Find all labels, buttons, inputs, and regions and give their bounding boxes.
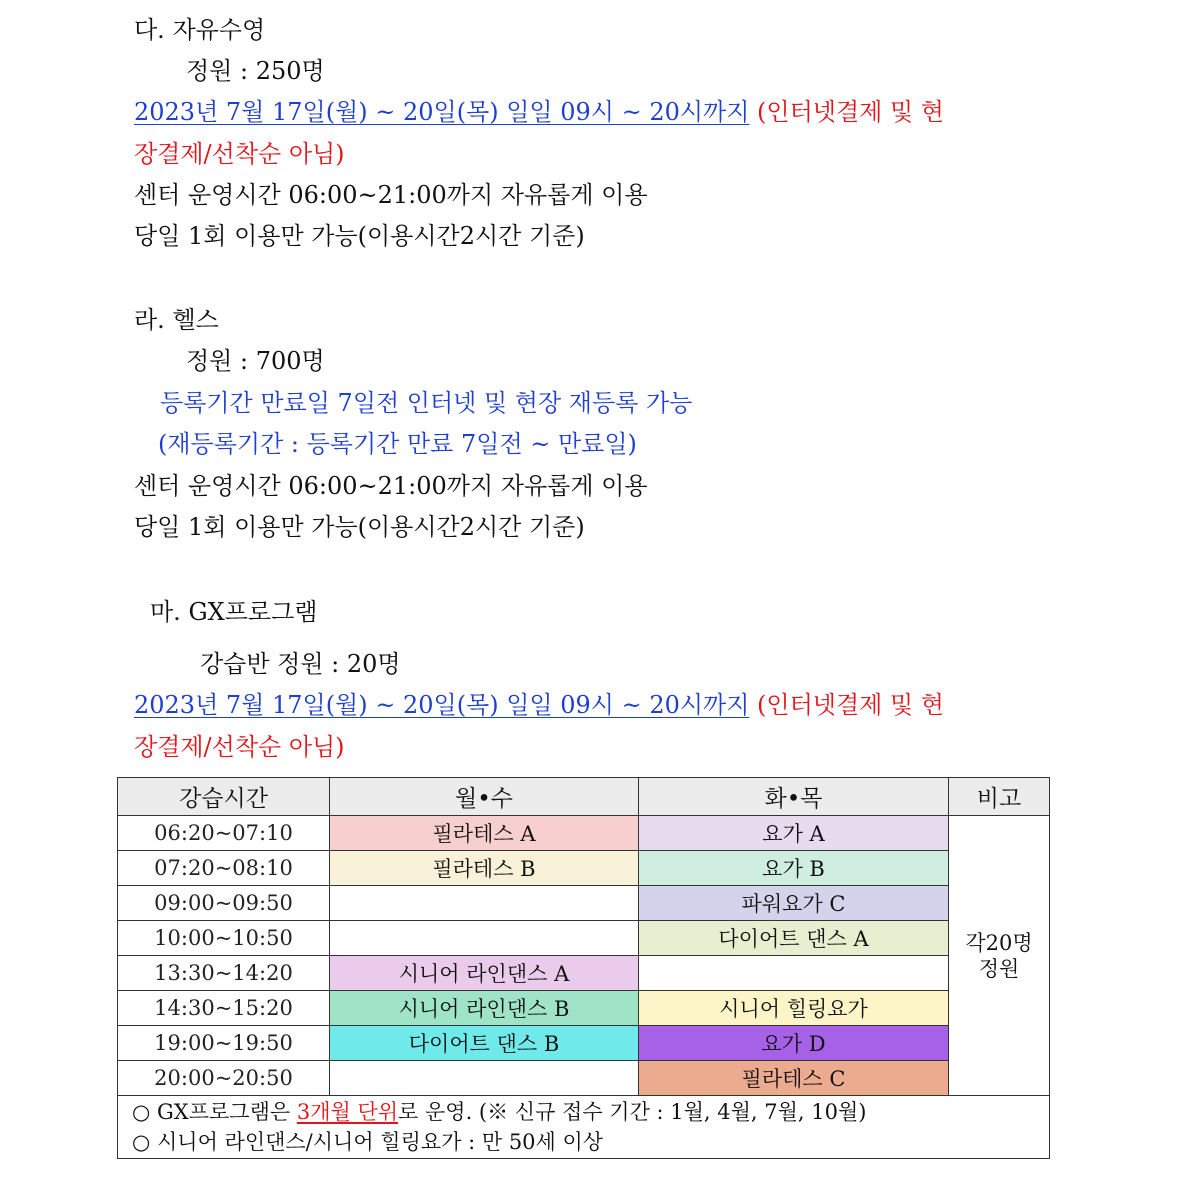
gx-period-line <box>134 689 944 721</box>
gx-period: 2023년 7월 17일(월) ~ 20일(목) 일일 09시 ~ 20시까지 <box>134 691 750 719</box>
swim-limit: 당일 1회 이용만 가능(이용시간2시간 기준) <box>134 222 585 250</box>
class-cell: 요가 A <box>639 816 949 851</box>
table-row <box>118 991 1050 1026</box>
class-cell <box>330 1061 639 1096</box>
swim-payment-note: (인터넷결제 및 현 <box>749 98 944 126</box>
time-cell: 14:30~15:20 <box>118 991 330 1026</box>
gx-heading: 마. GX프로그램 <box>150 598 318 626</box>
footnote-text: 로 운영. (※ 신규 접수 기간 : 1월, 4월, 7월, 10월) <box>398 1100 867 1124</box>
class-cell: 필라테스 A <box>330 816 639 851</box>
class-cell: 시니어 라인댄스 A <box>330 956 639 991</box>
class-cell: 필라테스 C <box>639 1061 949 1096</box>
table-footer-row <box>118 1096 1050 1159</box>
health-renew-period: (재등록기간 : 등록기간 만료 7일전 ~ 만료일) <box>158 430 637 458</box>
time-cell: 19:00~19:50 <box>118 1026 330 1061</box>
gx-payment-note: (인터넷결제 및 현 <box>749 691 944 719</box>
footnote-senior-age: ○ 시니어 라인댄스/시니어 힐링요가 : 만 50세 이상 <box>132 1130 604 1154</box>
note-line: 각20명 <box>965 930 1033 955</box>
class-cell: 시니어 라인댄스 B <box>330 991 639 1026</box>
note-line: 정원 <box>978 956 1020 981</box>
gx-schedule-table <box>117 777 1050 1159</box>
class-cell: 요가 B <box>639 851 949 886</box>
gx-payment-note-cont: 장결제/선착순 아님) <box>134 733 345 761</box>
health-heading: 라. 헬스 <box>134 306 219 334</box>
table-row <box>118 816 1050 851</box>
table-footnotes <box>118 1096 1050 1159</box>
swim-period: 2023년 7월 17일(월) ~ 20일(목) 일일 09시 ~ 20시까지 <box>134 98 750 126</box>
header-tue-thu: 화•목 <box>639 778 949 816</box>
health-capacity: 정원 : 700명 <box>186 347 325 375</box>
health-limit: 당일 1회 이용만 가능(이용시간2시간 기준) <box>134 513 585 541</box>
class-cell: 다이어트 댄스 A <box>639 921 949 956</box>
time-cell: 13:30~14:20 <box>118 956 330 991</box>
footnote-highlight: 3개월 단위 <box>296 1100 399 1124</box>
time-cell: 10:00~10:50 <box>118 921 330 956</box>
health-hours: 센터 운영시간 06:00~21:00까지 자유롭게 이용 <box>134 472 648 500</box>
note-cell <box>949 816 1050 1096</box>
time-cell: 09:00~09:50 <box>118 886 330 921</box>
time-cell: 06:20~07:10 <box>118 816 330 851</box>
header-mon-wed: 월•수 <box>330 778 639 816</box>
header-note: 비고 <box>949 778 1050 816</box>
class-cell: 다이어트 댄스 B <box>330 1026 639 1061</box>
footnote-text: ○ GX프로그램은 <box>132 1100 297 1124</box>
time-cell: 20:00~20:50 <box>118 1061 330 1096</box>
swim-period-line <box>134 96 944 128</box>
swim-capacity: 정원 : 250명 <box>186 57 325 85</box>
gx-capacity: 강습반 정원 : 20명 <box>200 650 401 678</box>
table-row <box>118 956 1050 991</box>
swim-heading: 다. 자유수영 <box>134 16 266 44</box>
table-row <box>118 1026 1050 1061</box>
class-cell <box>330 886 639 921</box>
table-row <box>118 1061 1050 1096</box>
class-cell: 필라테스 B <box>330 851 639 886</box>
health-renew: 등록기간 만료일 7일전 인터넷 및 현장 재등록 가능 <box>160 389 693 417</box>
class-cell <box>330 921 639 956</box>
footnote-gx-term <box>132 1097 1049 1127</box>
class-cell: 시니어 힐링요가 <box>639 991 949 1026</box>
swim-payment-note-cont: 장결제/선착순 아님) <box>134 140 345 168</box>
class-cell: 요가 D <box>639 1026 949 1061</box>
table-row <box>118 886 1050 921</box>
time-cell: 07:20~08:10 <box>118 851 330 886</box>
swim-hours: 센터 운영시간 06:00~21:00까지 자유롭게 이용 <box>134 181 648 209</box>
table-row <box>118 921 1050 956</box>
header-time: 강습시간 <box>118 778 330 816</box>
class-cell: 파워요가 C <box>639 886 949 921</box>
table-row <box>118 851 1050 886</box>
table-header-row <box>118 778 1050 816</box>
class-cell <box>639 956 949 991</box>
